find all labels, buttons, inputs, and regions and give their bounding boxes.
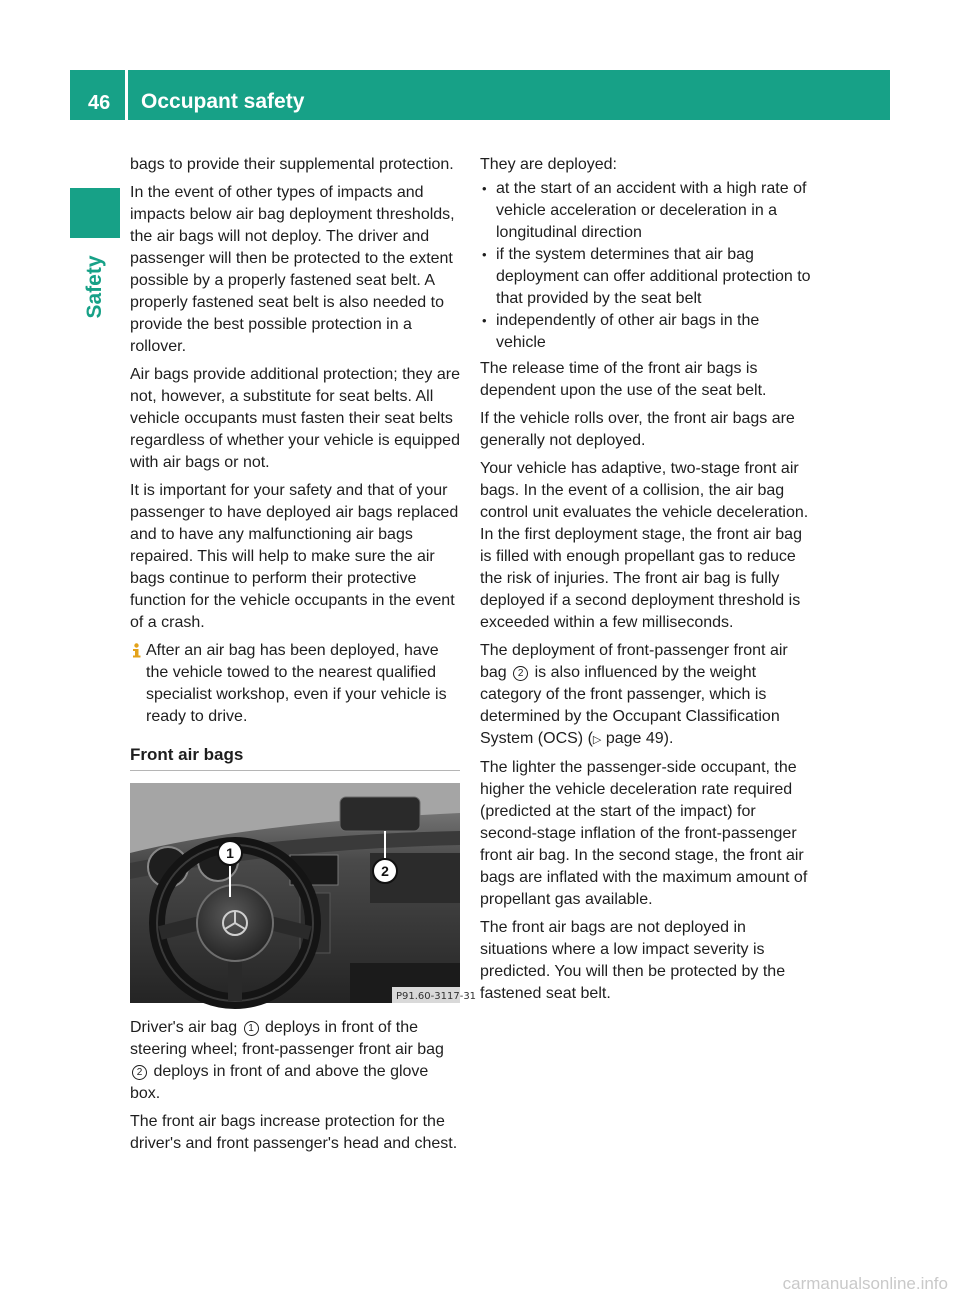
dashboard-figure bbox=[130, 783, 477, 1003]
list-item bbox=[480, 244, 812, 310]
paragraph: It is important for your safety and that of your passenger to have deployed air bags replaced and to have any malfunctioning air bags repaired. This will help to make sure the air bags continue to perform their protective function for the vehicle occupants in the event of a crash. bbox=[130, 482, 459, 631]
figure-caption bbox=[130, 1017, 460, 1105]
figure-ref-code: P91.60-3117-31 bbox=[396, 991, 477, 1002]
paragraph: The lighter the passenger-side occupant, the higher the vehicle deceleration rate required (predicted at the start of the impact) for second-stage inflation of the front-passenger front air bag. In the second stage, the front air bags are inflated with the maximum amount of propellant gas available. bbox=[480, 759, 808, 908]
header-separator bbox=[125, 70, 128, 120]
info-note bbox=[130, 640, 460, 728]
caption-part: deploys in front of the steering wheel; front-passenger front air bag bbox=[130, 1019, 444, 1058]
paragraph-part: The deployment of front-passenger front air bag bbox=[480, 642, 788, 681]
paragraph: If the vehicle rolls over, the front air bags are generally not deployed. bbox=[480, 410, 795, 449]
side-tab bbox=[70, 242, 120, 332]
side-tab-label: Safety bbox=[83, 255, 106, 319]
callout-1-ref: 1 bbox=[244, 1021, 259, 1036]
page-reference-link[interactable]: page 49). bbox=[605, 730, 674, 747]
list-item-text: at the start of an accident with a high rate of vehicle acceleration or deceleration in a longitudinal direction bbox=[496, 180, 807, 241]
paragraph: The front air bags increase protection for the driver's and front passenger's head and chest. bbox=[130, 1113, 458, 1152]
paragraph: In the event of other types of impacts and impacts below air bag deployment thresholds, the air bags will not deploy. The driver and passenger will then be protected to the extent possible by a properly fastened seat belt. A properly fastened seat belt is also needed to provide the best possible protection in a rollover. bbox=[130, 184, 455, 355]
list-item bbox=[480, 310, 812, 354]
watermark-logo bbox=[718, 1268, 950, 1296]
paragraph: Your vehicle has adaptive, two-stage front air bags. In the event of a collision, the air bag control unit evaluates the vehicle deceleration. In the first deployment stage, the front air bag is filled with enough propellant gas to reduce the risk of injuries. The front air bag is fully deployed if a second deployment threshold is exceeded within a few milliseconds. bbox=[480, 460, 809, 631]
left-column bbox=[130, 154, 477, 1161]
paragraph: The release time of the front air bags is dependent upon the use of the seat belt. bbox=[480, 360, 767, 399]
bullet-glyph: • bbox=[482, 313, 487, 328]
callout-2-ref: 2 bbox=[513, 666, 528, 681]
deployment-conditions-list bbox=[480, 178, 812, 354]
page-number: 46 bbox=[88, 92, 111, 114]
passenger-airbag-area bbox=[340, 797, 420, 831]
info-note-text: After an air bag has been deployed, have the vehicle towed to the nearest qualified specialist workshop, even if your vehicle is ready to drive. bbox=[146, 642, 447, 725]
list-item-text: if the system determines that air bag deployment can offer additional protection to that provided by the seat belt bbox=[496, 246, 811, 307]
subheading-front-air-bags: Front air bags bbox=[130, 744, 460, 771]
side-tab-block bbox=[70, 188, 120, 238]
bullet-glyph: • bbox=[482, 181, 487, 196]
paragraph-part: is also influenced by the weight category of the front passenger, which is determined by the Occupant Classification System (OCS) ( bbox=[480, 664, 780, 747]
paragraph: Air bags provide additional protection; they are not, however, a substitute for seat belts. All vehicle occupants must fasten their seat belts regardless of whether your vehicle is equipped with air bags or not. bbox=[130, 366, 460, 471]
page-reference-arrow: ▷ bbox=[592, 734, 602, 746]
list-item-text: independently of other air bags in the vehicle bbox=[496, 312, 760, 351]
dashboard-illustration bbox=[130, 783, 477, 1003]
paragraph: bags to provide their supplemental protection. bbox=[130, 156, 454, 173]
callout-1-label: 1 bbox=[226, 845, 234, 861]
paragraph-ocs bbox=[480, 640, 812, 751]
watermark-text: carmanualsonline.info bbox=[782, 1274, 948, 1293]
bullet-glyph: • bbox=[482, 247, 487, 262]
caption-part: Driver's air bag bbox=[130, 1019, 238, 1036]
callout-2-label: 2 bbox=[381, 863, 389, 879]
info-icon bbox=[130, 643, 143, 658]
section-title: Occupant safety bbox=[141, 90, 305, 113]
paragraph: They are deployed: bbox=[480, 156, 617, 173]
list-item bbox=[480, 178, 812, 244]
caption-part: deploys in front of and above the glove box. bbox=[130, 1063, 429, 1102]
right-column bbox=[480, 154, 812, 1011]
callout-2-ref: 2 bbox=[132, 1065, 147, 1080]
paragraph: The front air bags are not deployed in situations where a low impact severity is predicted. You will then be protected by the fastened seat belt. bbox=[480, 919, 786, 1002]
